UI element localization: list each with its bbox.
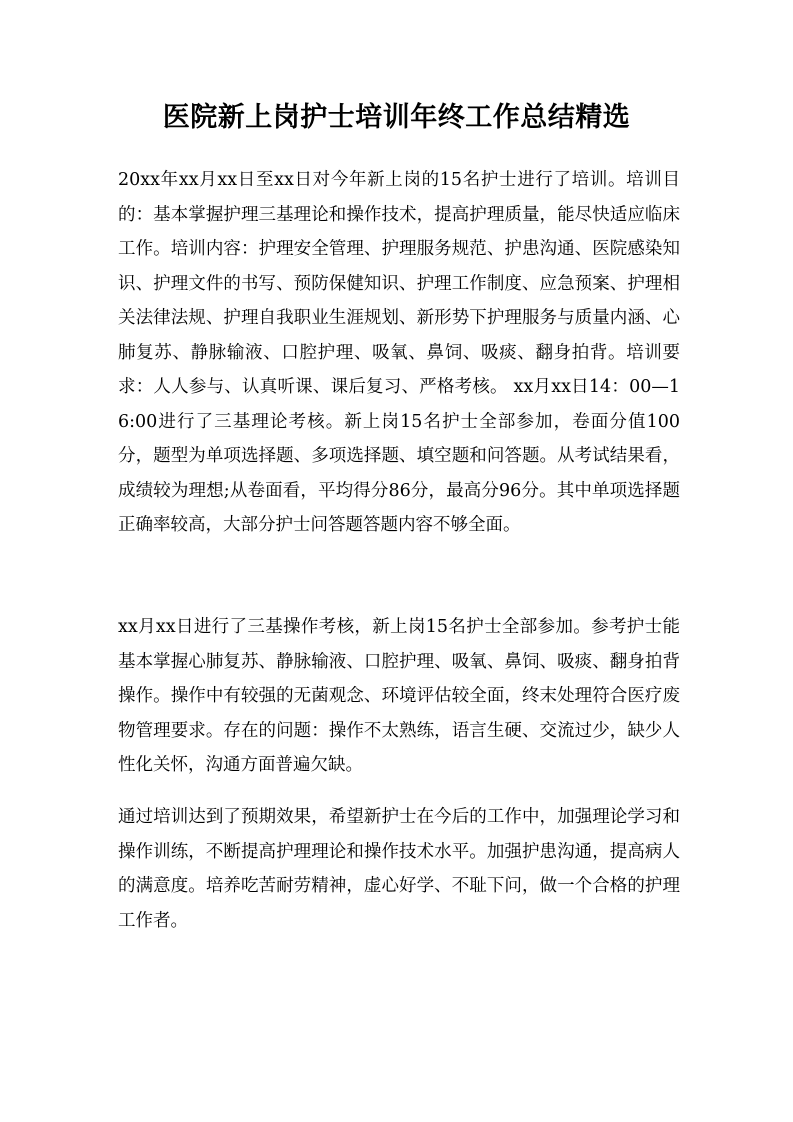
paragraph-conclusion: 通过培训达到了预期效果，希望新护士在今后的工作中，加强理论学习和操作训练，不断提高护理理论和操作技术水平。加强护患沟通，提高病人的满意度。培养吃苦耐劳精神，虚心好学、不耻下问，做一个合格的护理工作者。	[118, 807, 680, 931]
paragraph-operation-exam: xx月xx日进行了三基操作考核，新上岗15名护士全部参加。参考护士能基本掌握心肺复苏、静脉输液、口腔护理、吸氧、鼻饲、吸痰、翻身拍背操作。操作中有较强的无菌观念、环境评估较全面，终末处理符合医疗废物管理要求。存在的问题：操作不太熟练，语言生硬、交流过少，缺少人性化关怀，沟通方面普遍欠缺。	[118, 617, 680, 775]
document-title: 医院新上岗护士培训年终工作总结精选	[162, 102, 631, 133]
paragraph-training-and-theory-exam: 20xx年xx月xx日至xx日对今年新上岗的15名护士进行了培训。培训目的：基本掌握护理三基理论和操作技术，提高护理质量，能尽快适应临床工作。培训内容：护理安全管理、护理服务规范、护患沟通、医院感染知识、护理文件的书写、预防保健知识、护理工作制度、应急预案、护理相关法律法规、护理自我职业生涯规划、新形势下护理服务与质量内涵、心肺复苏、静脉输液、口腔护理、吸氧、鼻饲、吸痰、翻身拍背。培训要求：人人参与、认真听课、课后复习、严格考核。 xx月xx日14：00—16:00进行了三基理论考核。新上岗15名护士全部参加，卷面分值100分，题型为单项选择题、多项选择题、填空题和问答题。从考试结果看，成绩较为理想;从卷面看，平均得分86分，最高分96分。其中单项选择题正确率较高，大部分护士问答题答题内容不够全面。	[118, 170, 680, 535]
